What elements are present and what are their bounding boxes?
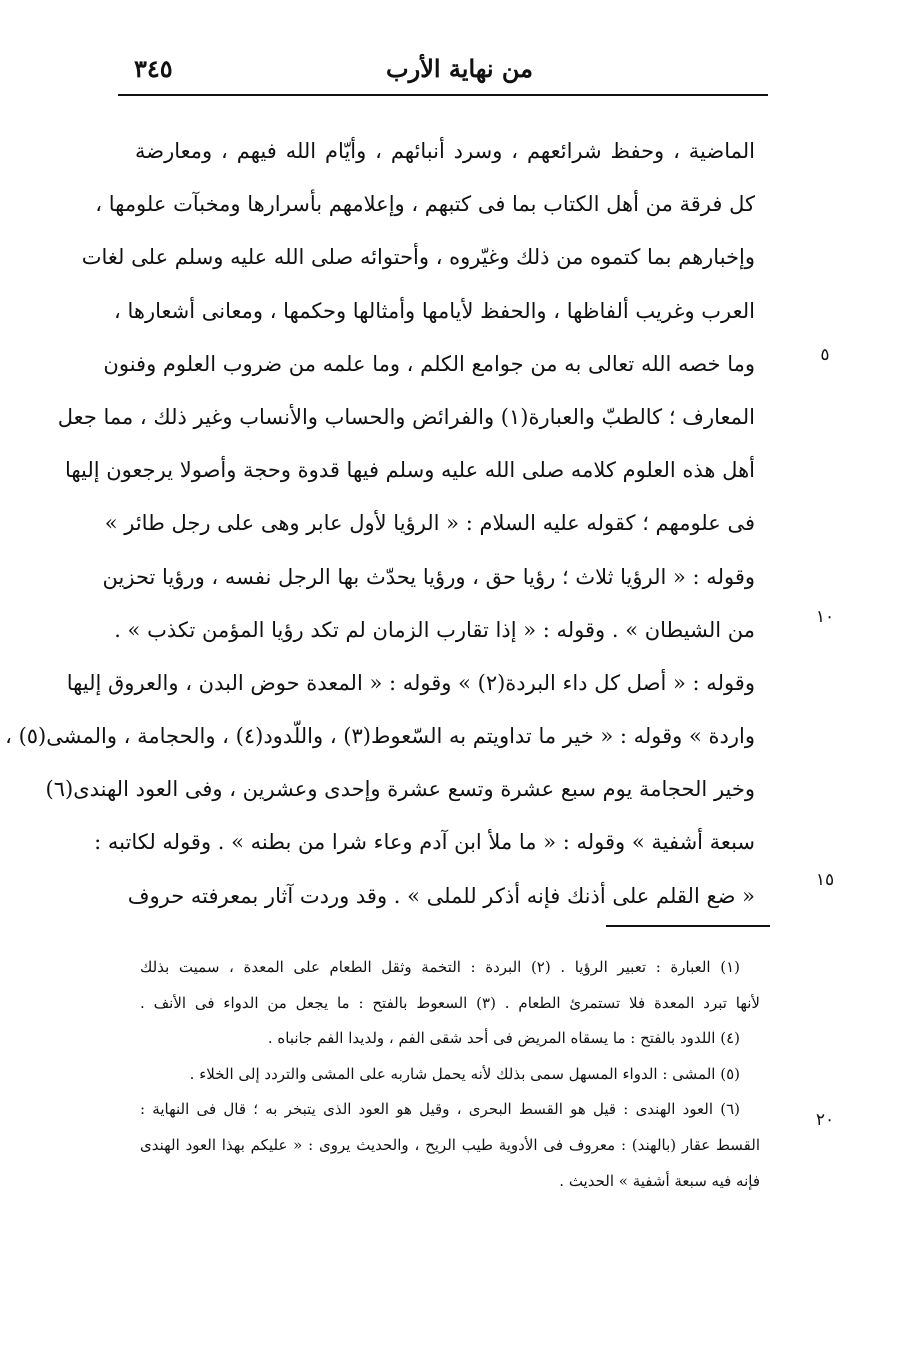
footnote-line: (٥) المشى : الدواء المسهل سمى بذلك لأنه يحمل شاربه على المشى والتردد إلى الخلاء . [189, 1064, 740, 1083]
running-title: من نهاية الأرب [386, 54, 533, 83]
text-line: سبعة أشفية » وقوله : « ما ملأ ابن آدم وعاء شرا من بطنه » . وقوله لكاتبه : [94, 830, 755, 855]
text-line: واردة » وقوله : « خير ما تداويتم به السّعوط(٣) ، واللّدود(٤) ، والحجامة ، والمشى(٥) ، [5, 724, 755, 749]
footnotes [140, 950, 760, 1199]
running-header [118, 52, 768, 92]
main-text [5, 125, 755, 923]
line-number-20: ٢٠ [815, 1110, 835, 1130]
text-line: العرب وغريب ألفاظها ، والحفظ لأيامها وأمثالها وحكمها ، ومعانى أشعارها ، [114, 298, 755, 323]
line-number-15: ١٥ [815, 870, 835, 890]
footnote-line: لأنها تبرد المعدة فلا تستمرئ الطعام . (٣) السعوط بالفتح : ما يجعل من الدواء فى الأنف . [140, 993, 760, 1012]
header-rule [118, 94, 768, 96]
text-line: كل فرقة من أهل الكتاب بما فى كتبهم ، وإعلامهم بأسرارها ومخبآت علومها ، [95, 192, 755, 217]
line-number-5: ٥ [820, 345, 830, 365]
text-line: من الشيطان » . وقوله : « إذا تقارب الزمان لم تكد رؤيا المؤمن تكذب » . [114, 617, 755, 642]
footnote-line: القسط عقار (بالهند) : معروف فى الأدوية طيب الريح ، والحديث يروى : « عليكم بهذا العود الهندى [140, 1135, 760, 1154]
text-line: فى علومهم ؛ كقوله عليه السلام : « الرؤيا لأول عابر وهى على رجل طائر » [104, 511, 755, 536]
footnote-line: (٤) اللدود بالفتح : ما يسقاه المريض فى أحد شقى الفم ، ولديدا الفم جانباه . [267, 1029, 740, 1048]
text-line: وخير الحجامة يوم سبع عشرة وتسع عشرة وإحدى وعشرين ، وفى العود الهندى(٦) [45, 777, 755, 802]
text-line: « ضع القلم على أذنك فإنه أذكر للملى » . وقد وردت آثار بمعرفته حروف [127, 883, 755, 908]
footnote-line: فإنه فيه سبعة أشفية » الحديث . [559, 1171, 760, 1190]
footnote-line: (١) العبارة : تعبير الرؤيا . (٢) البردة : التخمة وثقل الطعام على المعدة ، سميت بذلك [140, 958, 740, 976]
text-line: الماضية ، وحفظ شرائعهم ، وسرد أنبائهم ، وأيّام الله فيهم ، ومعارضة [135, 139, 755, 163]
text-line: أهل هذه العلوم كلامه صلى الله عليه وسلم فيها قدوة وحجة وأصولا يرجعون إليها [64, 458, 755, 483]
text-line: وقوله : « الرؤيا ثلاث ؛ رؤيا حق ، ورؤيا يحدّث بها الرجل نفسه ، ورؤيا تحزين [102, 564, 755, 589]
footnote-line: (٦) العود الهندى : قيل هو القسط البحرى ، وقيل هو العود الذى يتبخر به ؛ قال فى النهاية : [140, 1100, 740, 1119]
text-line: المعارف ؛ كالطبّ والعبارة(١) والفرائض والحساب والأنساب وغير ذلك ، مما جعل [57, 404, 755, 429]
page-number: ٣٤٥ [134, 54, 173, 83]
footnote-rule [606, 925, 770, 927]
text-line: وإخبارهم بما كتموه من ذلك وغيّروه ، وأحتوائه صلى الله عليه وسلم على لغات [81, 245, 755, 270]
text-line: وما خصه الله تعالى به من جوامع الكلم ، وما علمه من ضروب العلوم وفنون [103, 351, 755, 376]
line-number-10: ١٠ [815, 607, 835, 627]
text-line: وقوله : « أصل كل داء البردة(٢) » وقوله : « المعدة حوض البدن ، والعروق إليها [66, 670, 755, 695]
